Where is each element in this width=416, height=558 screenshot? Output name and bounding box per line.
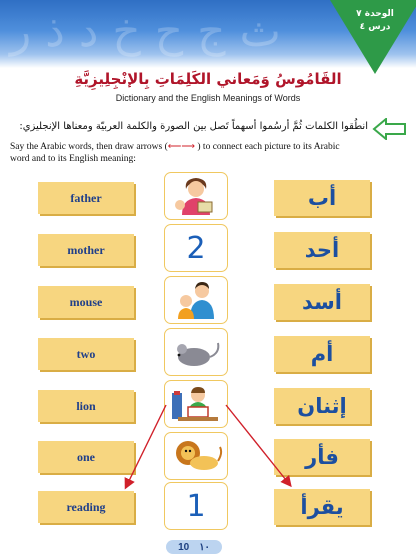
number-glyph: 1 <box>186 488 206 524</box>
english-word-card[interactable]: one <box>38 441 134 473</box>
instructions-english-part2: ) to connect each picture to its Arabic word and to its English meaning: <box>10 142 340 164</box>
arrow-to-reading <box>126 405 166 487</box>
arabic-word-card[interactable]: أسد <box>274 284 370 320</box>
arrow-to-yaqra <box>226 405 290 485</box>
english-word-card[interactable]: two <box>38 338 134 370</box>
english-word-card[interactable]: lion <box>38 390 134 422</box>
arabic-word-card[interactable]: فأر <box>274 439 370 475</box>
instructions-english-part1: Say the Arabic words, then draw arrows ( <box>10 142 168 152</box>
lesson-number: درس ٤ <box>359 22 391 32</box>
page-number-arabic: ١٠ <box>199 541 210 553</box>
double-arrow-icon: ⟵⟶ <box>167 142 196 152</box>
arabic-word-card[interactable]: أب <box>274 180 370 216</box>
english-word-card[interactable]: mother <box>38 234 134 266</box>
page-number-english: 10 <box>178 541 190 553</box>
unit-number: الوحدة ٧ <box>356 9 394 19</box>
page-title-arabic: القَامُوسُ وَمَعاني الكَلِمَاتِ بِالإنْجِلِيزِيَّةِ <box>74 70 342 88</box>
english-word-card[interactable]: mouse <box>38 286 134 318</box>
arabic-word-card[interactable]: يقرأ <box>274 489 370 525</box>
english-word-card[interactable]: reading <box>38 491 134 523</box>
number-glyph: 2 <box>186 230 206 266</box>
arabic-word-card[interactable]: أم <box>274 336 370 372</box>
arabic-word-card[interactable]: إثنان <box>274 388 370 424</box>
decorative-letters: ث ج ح خ د ذ ر <box>10 6 281 57</box>
page-number <box>166 540 222 554</box>
instructions-arabic: انطُقوا الكلمات ثُمَّ أرسُموا أسهماً تَصل بين الصورة والكلمة العربيّة ومعناها الإنجليزي: <box>19 121 368 132</box>
english-word-card[interactable]: father <box>38 182 134 214</box>
arabic-word-card[interactable]: أحد <box>274 232 370 268</box>
page-title-english: Dictionary and the English Meanings of Words <box>115 93 301 103</box>
